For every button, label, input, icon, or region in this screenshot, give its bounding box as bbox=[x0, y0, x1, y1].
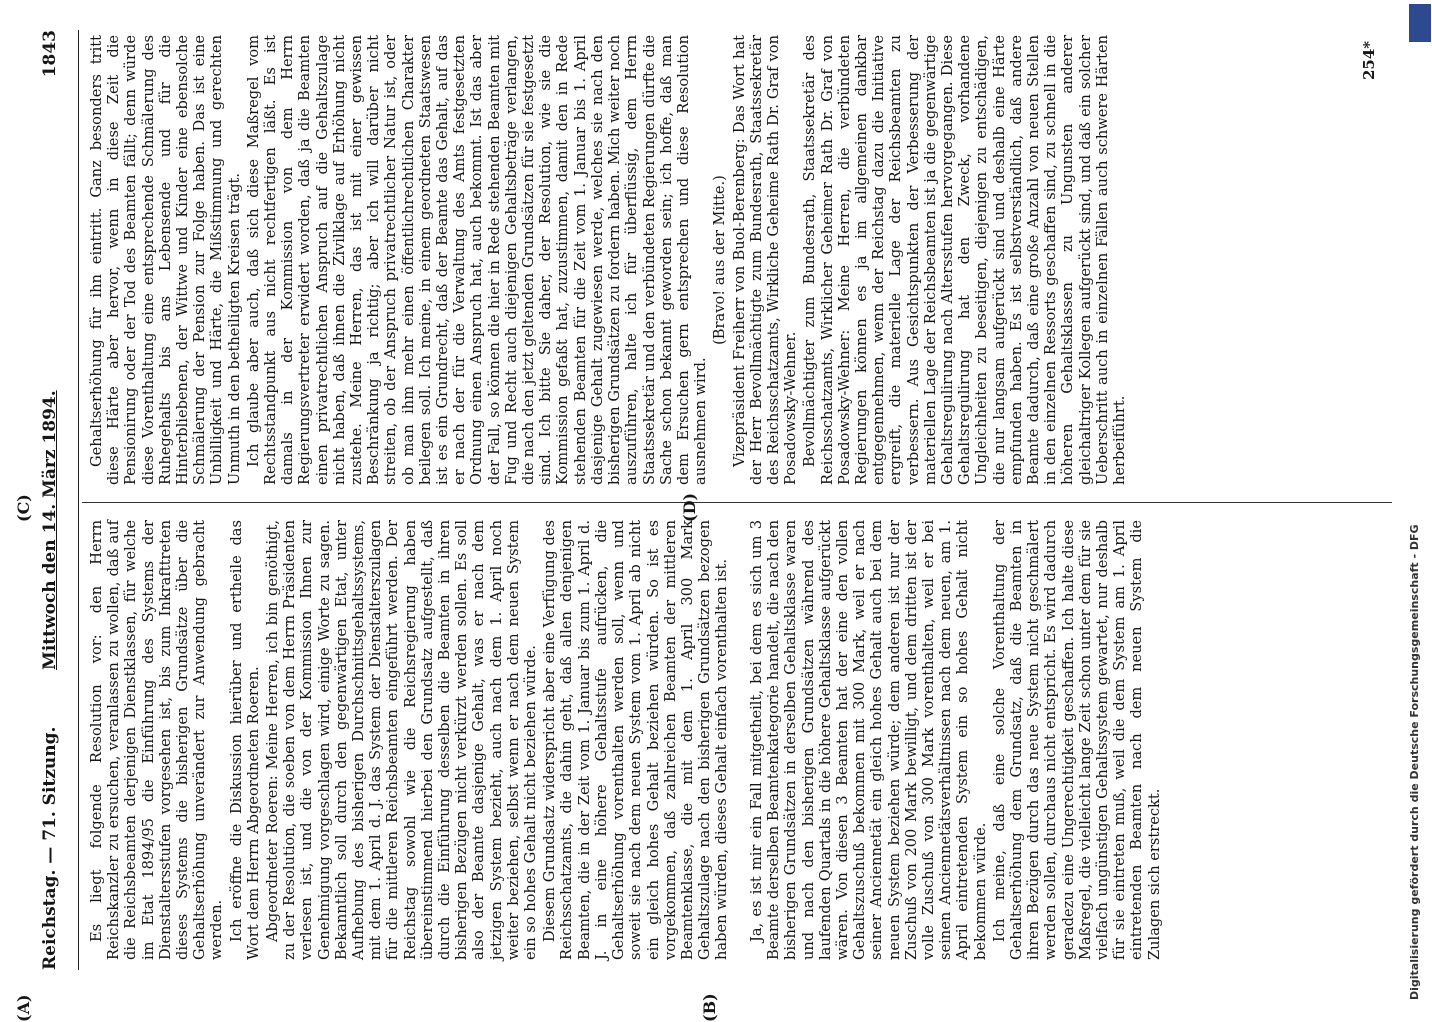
margin-mark-d: (D) bbox=[680, 492, 699, 522]
margin-mark-a: (A) bbox=[14, 994, 33, 1022]
margin-mark-c: (C) bbox=[14, 494, 33, 522]
column-left-bottom bbox=[748, 520, 1383, 960]
paragraph: Ich eröffne die Diskussion hierüber und ertheile das Wort dem Herrn Abgeordneten Roeren. bbox=[227, 520, 262, 960]
paragraph: Diesem Grundsatz widerspricht aber eine Verfügung des Reichsschatzamts, die dahin geht, daß allen denjenigen Beamten, die in der Zeit vom 1. Januar bis zum 1. April d. J. in eine höhere Gehaltsstufe aufrücken, die Gehaltserhöhung vorenthalten werden soll, wenn und soweit sie nach dem neuen System vom 1. April ab nicht ein gleich hohes Gehalt beziehen würden. So ist es vorgekommen, daß zahlreichen Beamten der mittleren Beamtenklasse, die mit dem 1. April 300 Mark Gehaltszulage nach den bisherigen Grundsätzen bezogen haben würden, dieses Gehalt einfach vorenthalten ist. bbox=[541, 520, 731, 960]
dfg-logo bbox=[1409, 4, 1431, 42]
paragraph: Ich meine, daß eine solche Vorenthaltung der Gehaltserhöhung dem Grundsatz, daß die Beamten in ihren Bezügen durch das neue System nicht geschmälert werden sollen, durchaus nicht entspricht. Es wird dadurch geradezu eine Ungerechtigkeit geschaffen. Ich halte diese Maßregel, die vielleicht lange Zeit schon unter dem für sie vielfach ungünstigen Gehaltssystem gewartet, nur deshalb für sie eintreten muß, weil die dem System am 1. April eintretenden Beamten nach dem neuen System die Zulagen sich erstreckt. bbox=[990, 520, 1163, 960]
header-left: Reichstag. — 71. Sitzung. bbox=[40, 726, 60, 970]
applause-note: (Bravo! aus der Mitte.) bbox=[711, 175, 729, 345]
digitization-note bbox=[1406, 0, 1432, 1000]
paragraph: Vizepräsident Freiherr von Buol-Berenberg: Das Wort hat der Herr Bevollmächtigte zum Bundesrath, Staatssekretär des Reichsschatzamts, Wirkliche Geheime Rath Dr. Graf von Posadowsky-Wehner. bbox=[730, 35, 800, 485]
page-number: 1843 bbox=[40, 30, 60, 78]
paragraph: Ja, es ist mir ein Fall mitgetheilt, bei dem es sich um 3 Beamte derselben Beamtenkategorie handelt, die nach den bisherigen Grundsätzen in derselben Gehaltsklasse waren und nach den bisherigen Grundsätzen während des laufenden Quartals in die höhere Gehaltsklasse aufgerückt wären. Von diesen 3 Beamten hat der eine den vollen Gehaltszuschuß bekommen mit 300 Mark, weil er nach seiner Anciennetät ein gleich hohes Gehalt auch bei dem neuen System beziehen würde; dem anderen ist nur der Zuschuß von 200 Mark bewilligt, und dem dritten ist der volle Zuschuß von 300 Mark vorenthalten, weil er bei seinen Anciennetätsverhältnissen nach dem neuen, am 1. April eintretenden System ein so hohes Gehalt nicht bekommen würde. bbox=[748, 520, 989, 960]
column-right bbox=[88, 35, 1383, 485]
digitization-text: Digitalisierung gefördert durch die Deutsche Forschungsgemeinschaft - DFG bbox=[1408, 524, 1421, 1000]
page-header bbox=[40, 30, 72, 970]
paragraph: Bevollmächtigter zum Bundesrath, Staatssekretär des Reichsschatzamts, Wirklicher Geheimer Rath Dr. Graf von Posadowsky-Wehner: Meine Herren, die verbündeten Regierungen können es ja im allgemeinen dankbar entgegennehmen, wenn der Reichstag dazu die Initiative ergreift, die materielle Lage der Reichsbeamten zu verbessern. Aus Gesichtspunkten der Verbesserung der materiellen Lage der Reichsbeamten ist ja die gegenwärtige Gehaltsregulirung nach Altersstufen hervorgegangen. Diese Gehaltsregulirung hat den Zweck, vorhandene Ungleichheiten zu beseitigen, diejenigen zu entschädigen, die nur langsam aufgerückt sind und deshalb eine Härte empfunden haben. Es ist selbstverständlich, daß andere Beamte dadurch, daß eine große Anzahl von neuen Stellen in den einzelnen Ressorts geschaffen sind, zu schnell in die höheren Gehaltsklassen zu Ungunsten anderer gleichaltriger Kollegen aufgerückt sind, und daß ein solcher Ueberschritt auch in einzelnen Fällen auch schwere Härten herbeiführt. bbox=[801, 35, 1128, 485]
paragraph: Abgeordneter Roeren: Meine Herren, ich bin genöthigt, zu der Resolution, die soeben von dem Herrn Präsidenten verlesen ist, und die von der Kommission Ihnen zur Genehmigung vorgeschlagen wird, einige Worte zu sagen. Bekanntlich soll durch den gegenwärtigen Etat, unter Aufhebung des bisherigen Durchschnittsgehaltssystems, mit dem 1. April d. J. das System der Dienstalterszulagen für die mittleren Reichsbeamten eingeführt werden. Der Reichstag sowohl wie die Reichsregierung haben übereinstimmend hierbei den Grundsatz aufgestellt, daß durch die Einführung desselben die Beamten in ihren bisherigen Bezügen nicht verkürzt werden sollen. Es soll also der Beamte dasjenige Gehalt, was er nach dem jetzigen System bezieht, auch nach dem 1. April noch weiter beziehen, selbst wenn er nach dem neuen System ein so hohes Gehalt nicht beziehen würde. bbox=[264, 520, 540, 960]
header-rule bbox=[78, 30, 79, 970]
paragraph: Gehaltserhöhung für ihn eintritt. Ganz besonders tritt diese Härte aber hervor, wenn in diese Zeit die Pensionirung oder der Tod des Beamten fällt; denn würde diese Vorenthaltung eine entsprechende Schmälerung des Ruhegehalts bis ans Lebensende und für die Hinterbliebenen, der Wittwe und Kinder eine ebensolche Schmälerung der Pension zur Folge haben. Das ist eine Unbilligkeit und Härte, die Mißstimmung und gerechten Unmuth in den betheiligten Kreisen trägt. bbox=[88, 35, 243, 485]
margin-mark-b: (B) bbox=[700, 993, 719, 1022]
column-left-top bbox=[88, 520, 733, 960]
column-divider bbox=[82, 502, 1392, 503]
sheet-number: 254* bbox=[1360, 40, 1378, 80]
paragraph: Ich glaube aber auch, daß sich diese Maßregel vom Rechtsstandpunkt aus nicht rechtfertigen läßt. Es ist damals in der Kommission von dem Herrn Regierungsvertreter erwidert worden, daß ja die Beamten einen privatrechtlichen Anspruch auf die Gehaltszulage nicht haben, daß ihnen die Zivilklage auf Erhöhung nicht zustehe. Meine Herren, das ist mit einer gewissen Beschränkung ja richtig; aber ich will darüber nicht streiten, ob der Anspruch privatrechtlicher Natur ist, oder ob man ihm mehr einen öffentlichrechtlichen Charakter beilegen soll. Ich meine, in einem geordneten Staatswesen ist es ein Grundrecht, daß der Beamte das Gehalt, auf das er nach der für die Verwaltung des Amts festgesetzten Ordnung einen Anspruch hat, auch bekommt. Ist das aber der Fall, so können die hier in Rede stehenden Beamten mit Fug und Recht auch diejenigen Gehaltsbeträge verlangen, die nach den jetzt geltenden Grundsätzen für sie festgesetzt sind. Ich bitte Sie daher, der Resolution, wie sie die Kommission gefaßt hat, zuzustimmen, damit den in Rede stehenden Beamten für die Zeit vom 1. Januar bis 1. April dasjenige Gehalt zugewiesen werde, welches sie nach den bisherigen Grundsätzen zu fordern haben. Mich weiter noch auszuführen, halte ich für überflüssig, dem Herrn Staatssekretär und den verbündeten Regierungen dürfte die Sache schon bekannt geworden sein; ich hoffe, daß man dem Ersuchen gern entsprechen und diese Resolution ausnehmen wird. bbox=[244, 35, 710, 485]
paragraph: Es liegt folgende Resolution vor: den Herrn Reichskanzler zu ersuchen, veranlassen zu wollen, daß auf die Reichsbeamten derjenigen Dienstklassen, für welche im Etat 1894/95 die Einführung des Systems der Dienstaltersstufen vorgesehen ist, bis zum Inkrafttreten dieses Systems die bisherigen Grundsätze über die Gehaltserhöhung unverändert zur Anwendung gebracht werden. bbox=[88, 520, 226, 960]
header-date: Mittwoch den 14. März 1894. bbox=[40, 390, 60, 670]
